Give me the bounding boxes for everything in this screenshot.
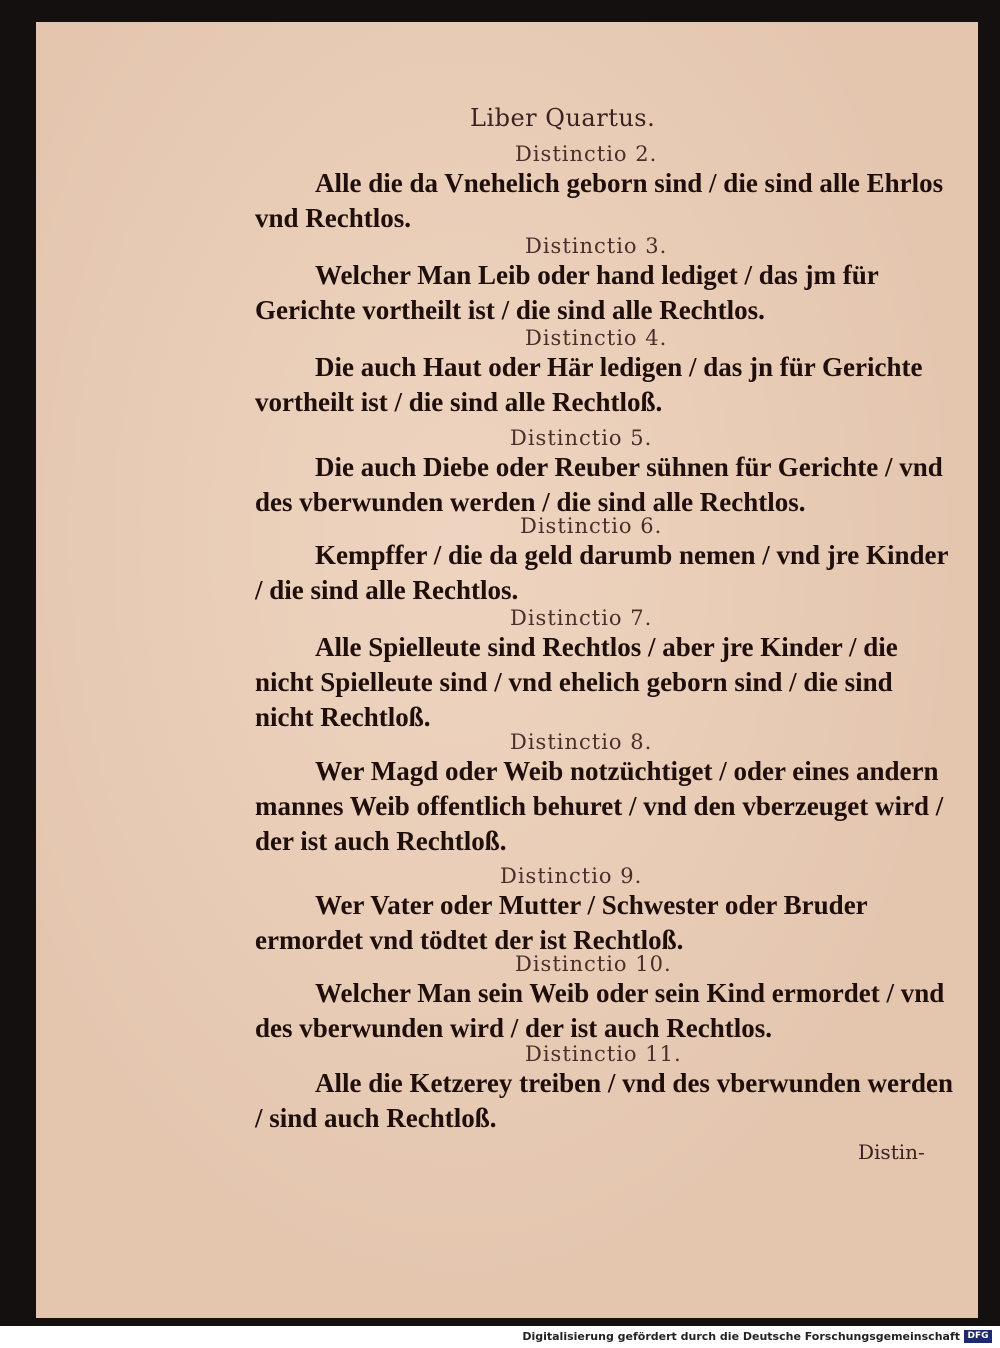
distinctio-text: Welcher Man Leib oder hand lediget / das jm für Gerichte vortheilt ist / die sind alle Rechtlos. — [255, 260, 879, 325]
distinctio-heading: Distinctio 7. — [510, 606, 653, 630]
entry-distinctio-4 — [255, 326, 955, 420]
dfg-logo: DFG — [964, 1330, 992, 1343]
distinctio-text: Die auch Haut oder Här ledigen / das jn für Gerichte vortheilt ist / die sind alle Rechtloß. — [255, 352, 923, 417]
running-header: Liber Quartus. — [470, 104, 656, 132]
entry-distinctio-3 — [255, 234, 955, 328]
distinctio-text: Kempffer / die da geld darumb nemen / vnd jre Kinder / die sind alle Rechtlos. — [255, 540, 949, 605]
entry-distinctio-5 — [255, 426, 955, 520]
distinctio-text: Wer Magd oder Weib notzüchtiget / oder eines andern mannes Weib offentlich behuret / vnd den vberzeuget wird / der ist auch Rechtloß. — [255, 756, 944, 856]
entry-distinctio-10 — [255, 952, 955, 1046]
funding-credit: Digitalisierung gefördert durch die Deutsche Forschungsgemeinschaft — [522, 1330, 960, 1343]
entry-distinctio-11 — [255, 1042, 955, 1136]
distinctio-text: Welcher Man sein Weib oder sein Kind ermordet / vnd des vberwunden wird / der ist auch Rechtlos. — [255, 978, 945, 1043]
distinctio-text: Wer Vater oder Mutter / Schwester oder Bruder ermordet vnd tödtet der ist Rechtloß. — [255, 890, 868, 955]
entry-distinctio-9 — [255, 864, 955, 958]
footer — [0, 1326, 1000, 1348]
distinctio-heading: Distinctio 9. — [500, 864, 643, 888]
distinctio-heading: Distinctio 8. — [510, 730, 653, 754]
entry-distinctio-8 — [255, 730, 955, 859]
distinctio-text: Alle die Ketzerey treiben / vnd des vberwunden werden / sind auch Rechtloß. — [255, 1068, 953, 1133]
distinctio-heading: Distinctio 2. — [515, 142, 658, 166]
entry-distinctio-2 — [255, 142, 955, 236]
distinctio-heading: Distinctio 10. — [515, 952, 672, 976]
distinctio-heading: Distinctio 4. — [525, 326, 668, 350]
distinctio-heading: Distinctio 5. — [510, 426, 653, 450]
distinctio-heading: Distinctio 11. — [525, 1042, 682, 1066]
catchword: Distin- — [858, 1140, 925, 1164]
distinctio-heading: Distinctio 3. — [525, 234, 668, 258]
distinctio-text: Die auch Diebe oder Reuber sühnen für Gerichte / vnd des vberwunden werden / die sind alle Rechtlos. — [255, 452, 943, 517]
entry-distinctio-6 — [255, 514, 955, 608]
distinctio-text: Alle die da Vnehelich geborn sind / die sind alle Ehrlos vnd Rechtlos. — [255, 168, 944, 233]
distinctio-text: Alle Spielleute sind Rechtlos / aber jre Kinder / die nicht Spielleute sind / vnd ehelich geborn sind / die sind nicht Rechtloß. — [255, 632, 898, 732]
distinctio-heading: Distinctio 6. — [520, 514, 663, 538]
entry-distinctio-7 — [255, 606, 955, 735]
